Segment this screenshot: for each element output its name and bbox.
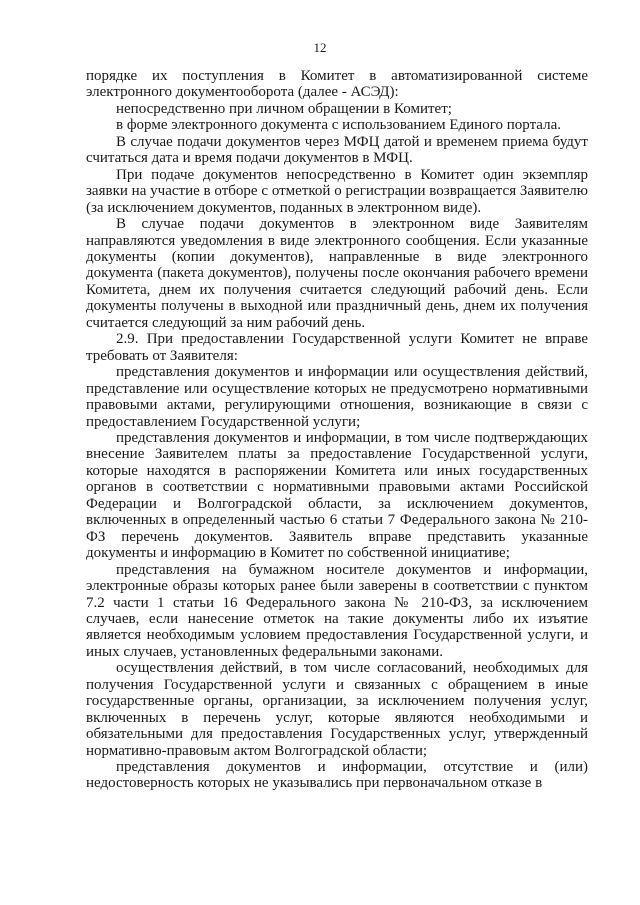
paragraph: представления документов и информации или осуществления действий, представление или осуществление которых не предусмотрено нормативными правовыми актами, регулирующими отношения, возникающие в связи с предоставлением Государственной услуги; <box>86 364 588 430</box>
paragraph: непосредственно при личном обращении в Комитет; <box>116 100 452 117</box>
paragraph: представления на бумажном носителе документов и информации, электронные образы которых ранее были заверены в соответствии с пунктом 7.2 части 1 статьи 16 Федерального закона № 210-ФЗ, за исключением случаев, если нанесение отметок на такие документы либо их изъятие является необходимым условием предоставления Государственной услуги, и иных случаев, установленных федеральными законами. <box>86 561 588 660</box>
paragraph: При подаче документов непосредственно в Комитет один экземпляр заявки на участие в отборе с отметкой о регистрации возвращается Заявителю (за исключением документов, поданных в электронном виде). <box>86 166 588 216</box>
paragraph: в форме электронного документа с использованием Единого портала. <box>116 117 561 134</box>
paragraph: 2.9. При предоставлении Государственной услуги Комитет не вправе требовать от Заявителя: <box>86 331 588 364</box>
paragraph: порядке их поступления в Комитет в автоматизированной системе электронного документооборота (далее - АСЭД): <box>86 68 588 101</box>
page-number: 12 <box>313 40 327 55</box>
paragraph: представления документов и информации, отсутствие и (или) недостоверность которых не указывались при первоначальном отказе в <box>86 759 588 792</box>
paragraph: осуществления действий, в том числе согласований, необходимых для получения Государственной услуги и связанных с обращением в иные государственные органы, организации, за исключением получения услуг, включенных в перечень услуг, которые являются необходимыми и обязательными для предоставления Государственных услуг, утвержденный нормативно-правовым актом Волгоградской области; <box>86 660 588 759</box>
paragraph: В случае подачи документов в электронном виде Заявителям направляются уведомления в виде электронного сообщения. Если указанные документы (копии документов), направленные в виде электронного документа (пакета документов), получены после окончания рабочего времени Комитета, днем их получения считается следующий рабочий день. Если документы получены в выходной или праздничный день, днем их получения считается следующий за ним рабочий день. <box>86 216 588 331</box>
paragraph: представления документов и информации, в том числе подтверждающих внесение Заявителем платы за предоставление Государственной услуги, которые находятся в распоряжении Комитета или иных государственных органов в соответствии с нормативными правовыми актами Российской Федерации и Волгоградской области, за исключением документов, включенных в определенный частью 6 статьи 7 Федерального закона № 210-ФЗ перечень документов. Заявитель вправе представить указанные документы и информацию в Комитет по собственной инициативе; <box>86 429 588 562</box>
paragraph: В случае подачи документов через МФЦ датой и временем приема будут считаться дата и время подачи документов в МФЦ. <box>86 133 588 167</box>
document-body <box>86 68 588 792</box>
